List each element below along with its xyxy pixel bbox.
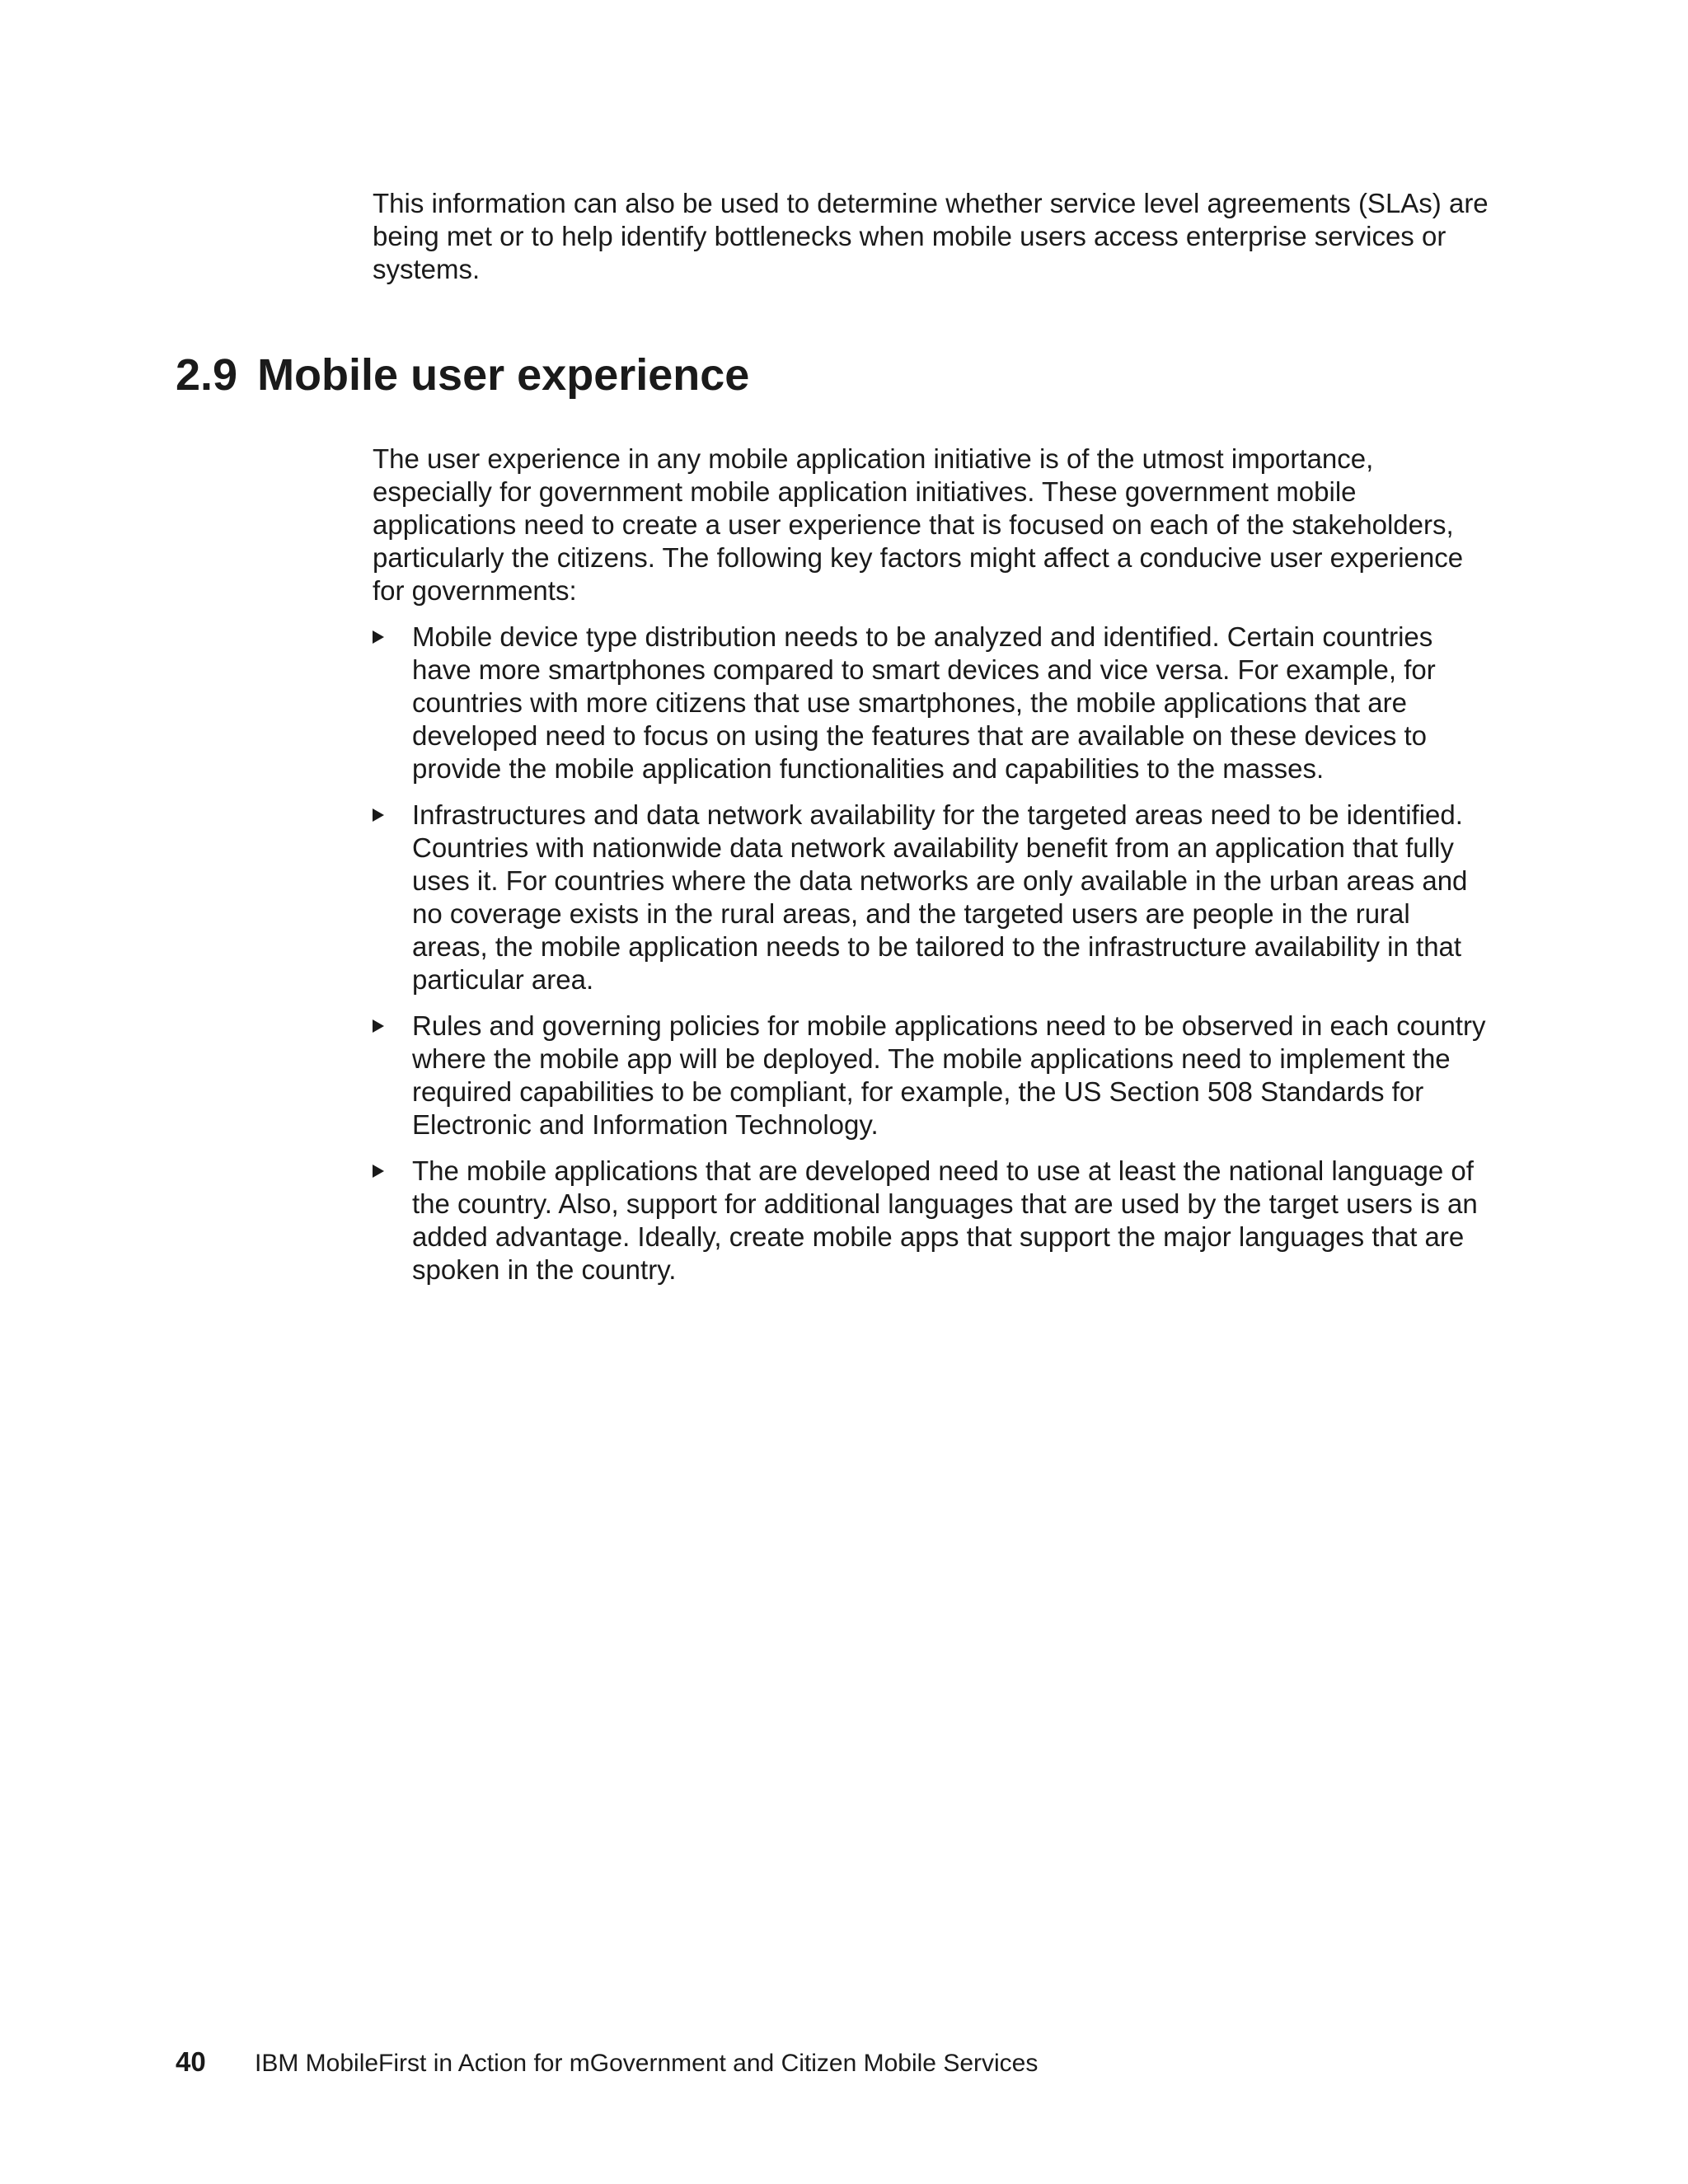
triangle-right-icon (373, 630, 384, 644)
triangle-right-icon (373, 1019, 384, 1033)
lead-paragraph: The user experience in any mobile application initiative is of the utmost importance, especially for government mobile application initiatives. These government mobile applications need to create a user experience that is focused on each of the stakeholders, particularly the citizens. The following key factors might affect a conducive user experience for governments: (373, 443, 1464, 606)
section-heading (176, 349, 749, 401)
list-item (373, 1155, 1492, 1286)
section-number: 2.9 (176, 350, 238, 400)
list-item (373, 799, 1492, 996)
triangle-right-icon (373, 1165, 384, 1178)
intro-paragraph: This information can also be used to determine whether service level agreements (SLAs) are being met or to help identify bottlenecks when mobile users access enterprise services or systems. (373, 188, 1489, 284)
triangle-right-icon (373, 808, 384, 822)
key-factors-list (373, 621, 1492, 1286)
list-item-text: Rules and governing policies for mobile applications need to be observed in each country where the mobile app will be deployed. The mobile applications need to implement the required capabilities to be compliant, for example, the US Section 508 Standards for Electronic and Information Technology. (412, 1010, 1486, 1140)
list-item-text: The mobile applications that are developed need to use at least the national language of the country. Also, support for additional languages that are used by the target users is an added advantage. Ideally, create mobile apps that support the major languages that are spoken in the country. (412, 1155, 1478, 1285)
section-body (373, 443, 1492, 1300)
list-item (373, 621, 1492, 785)
list-item-text: Infrastructures and data network availability for the targeted areas need to be identified. Countries with nationwide data network availability benefit from an application that fully uses it. For countries where the data networks are only available in the urban areas and no coverage exists in the rural areas, and the targeted users are people in the rural areas, the mobile application needs to be tailored to the infrastructure availability in that particular area. (412, 799, 1468, 995)
page-number: 40 (176, 2046, 206, 2077)
book-title: IBM MobileFirst in Action for mGovernment and Citizen Mobile Services (255, 2050, 1039, 2077)
page-footer (176, 2046, 1038, 2080)
section-title: Mobile user experience (257, 350, 750, 400)
list-item-text: Mobile device type distribution needs to be analyzed and identified. Certain countries have more smartphones compared to smart devices and vice versa. For example, for countries with more citizens that use smartphones, the mobile applications that are developed need to focus on using the features that are available on these devices to provide the mobile application functionalities and capabilities to the masses. (412, 621, 1436, 784)
list-item (373, 1010, 1492, 1141)
